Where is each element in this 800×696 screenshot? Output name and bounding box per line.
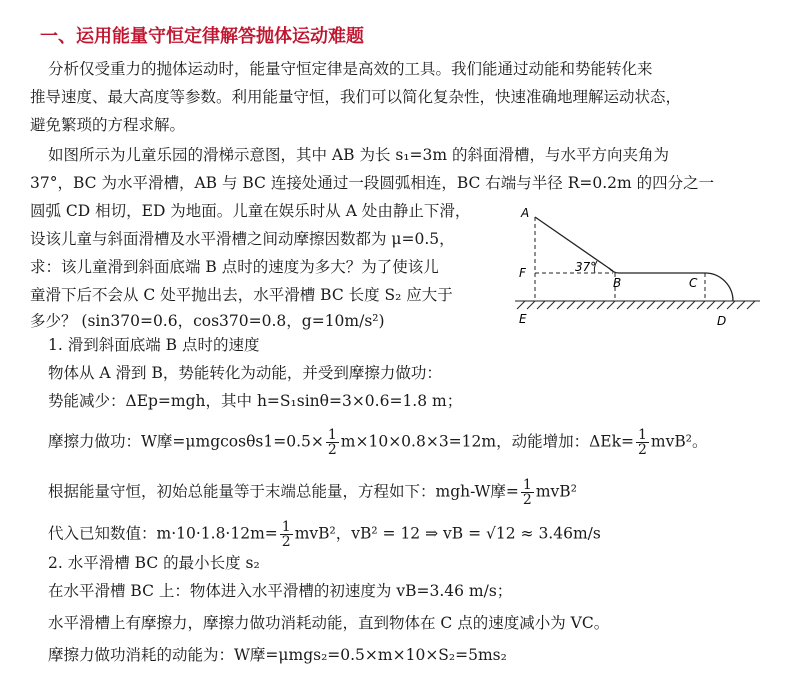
fraction-half: $\frac{1}{2}$ — [281, 519, 291, 550]
ground-hatch — [515, 301, 760, 309]
kinetic-term-text: mvB²。 — [650, 432, 708, 451]
step2-line-2: 水平滑槽上有摩擦力，摩擦力做功消耗动能，直到物体在 C 点的速度减小为 VC。 — [48, 614, 610, 632]
step1-line-3 — [48, 428, 707, 457]
kinetic-gain-text: m×10×0.8×3=12m，动能增加：ΔEk= — [340, 432, 634, 451]
step2-line-3: 摩擦力做功消耗的动能为：W摩=μmgs₂=0.5×m×10×S₂=5ms₂ — [48, 646, 507, 664]
problem-line-3: 圆弧 CD 相切，ED 为地面。儿童在娱乐时从 A 处由静止下滑， — [30, 202, 471, 220]
label-C: C — [689, 276, 698, 290]
step2-title: 2. 水平滑槽 BC 的最小长度 s₂ — [48, 554, 260, 572]
label-E: E — [519, 312, 527, 326]
energy-balance-term: mvB² — [535, 482, 577, 501]
problem-line-2: 37°，BC 为水平滑槽，AB 与 BC 连接处通过一段圆弧相连，BC 右端与半径 R=0.2m 的四分之一 — [30, 174, 715, 192]
intro-line-1: 分析仅受重力的抛体运动时，能量守恒定律是高效的工具。我们能通过动能和势能转化来 — [48, 60, 653, 78]
step1-line-5 — [48, 520, 601, 549]
section-heading: 一、运用能量守恒定律解答抛体运动难题 — [40, 26, 364, 47]
step1-title: 1. 滑到斜面底端 B 点时的速度 — [48, 336, 260, 354]
fraction-half: $\frac{1}{2}$ — [327, 427, 337, 458]
step1-line-2: 势能减少：ΔEp=mgh，其中 h=S₁sinθ=3×0.6=1.8 m； — [48, 392, 463, 410]
slide-diagram — [505, 205, 770, 330]
problem-line-1: 如图所示为儿童乐园的滑梯示意图，其中 AB 为长 s₁=3m 的斜面滑槽，与水平方向夹角为 — [48, 146, 670, 164]
intro-line-2: 推导速度、最大高度等参数。利用能量守恒，我们可以简化复杂性，快速准确地理解运动状态， — [30, 88, 682, 106]
step2-line-1: 在水平滑槽 BC 上：物体进入水平滑槽的初速度为 vB=3.46 m/s； — [48, 582, 513, 600]
label-F: F — [519, 266, 526, 280]
fraction-half: $\frac{1}{2}$ — [522, 477, 532, 508]
label-D: D — [717, 314, 727, 328]
substitution-text: 代入已知数值：m·10·1.8·12m= — [48, 524, 278, 543]
problem-line-5: 求：该儿童滑到斜面底端 B 点时的速度为多大？为了使该儿 — [30, 258, 439, 276]
label-B: B — [613, 276, 622, 290]
step1-line-4 — [48, 478, 577, 507]
problem-line-7: 多少？ (sin370=0.6，cos370=0.8，g=10m/s²) — [30, 312, 385, 330]
problem-line-4: 设该儿童与斜面滑槽及水平滑槽之间动摩擦因数都为 μ=0.5， — [30, 230, 455, 248]
energy-balance-text: 根据能量守恒，初始总能量等于末端总能量，方程如下：mgh-W摩= — [48, 482, 519, 501]
fraction-half: $\frac{1}{2}$ — [637, 427, 647, 458]
intro-line-3: 避免繁琐的方程求解。 — [30, 116, 186, 134]
velocity-result-text: mvB²，vB² = 12 ⇒ vB = √12 ≈ 3.46m/s — [294, 524, 601, 543]
step1-line-1: 物体从 A 滑到 B，势能转化为动能，并受到摩擦力做功： — [48, 364, 442, 382]
label-angle: 37° — [575, 260, 597, 274]
friction-work-text: 摩擦力做功：W摩=μmgcosθs1=0.5× — [48, 432, 324, 451]
label-A: A — [521, 206, 530, 220]
problem-line-6: 童滑下后不会从 C 处平抛出去，水平滑槽 BC 长度 S₂ 应大于 — [30, 286, 453, 304]
